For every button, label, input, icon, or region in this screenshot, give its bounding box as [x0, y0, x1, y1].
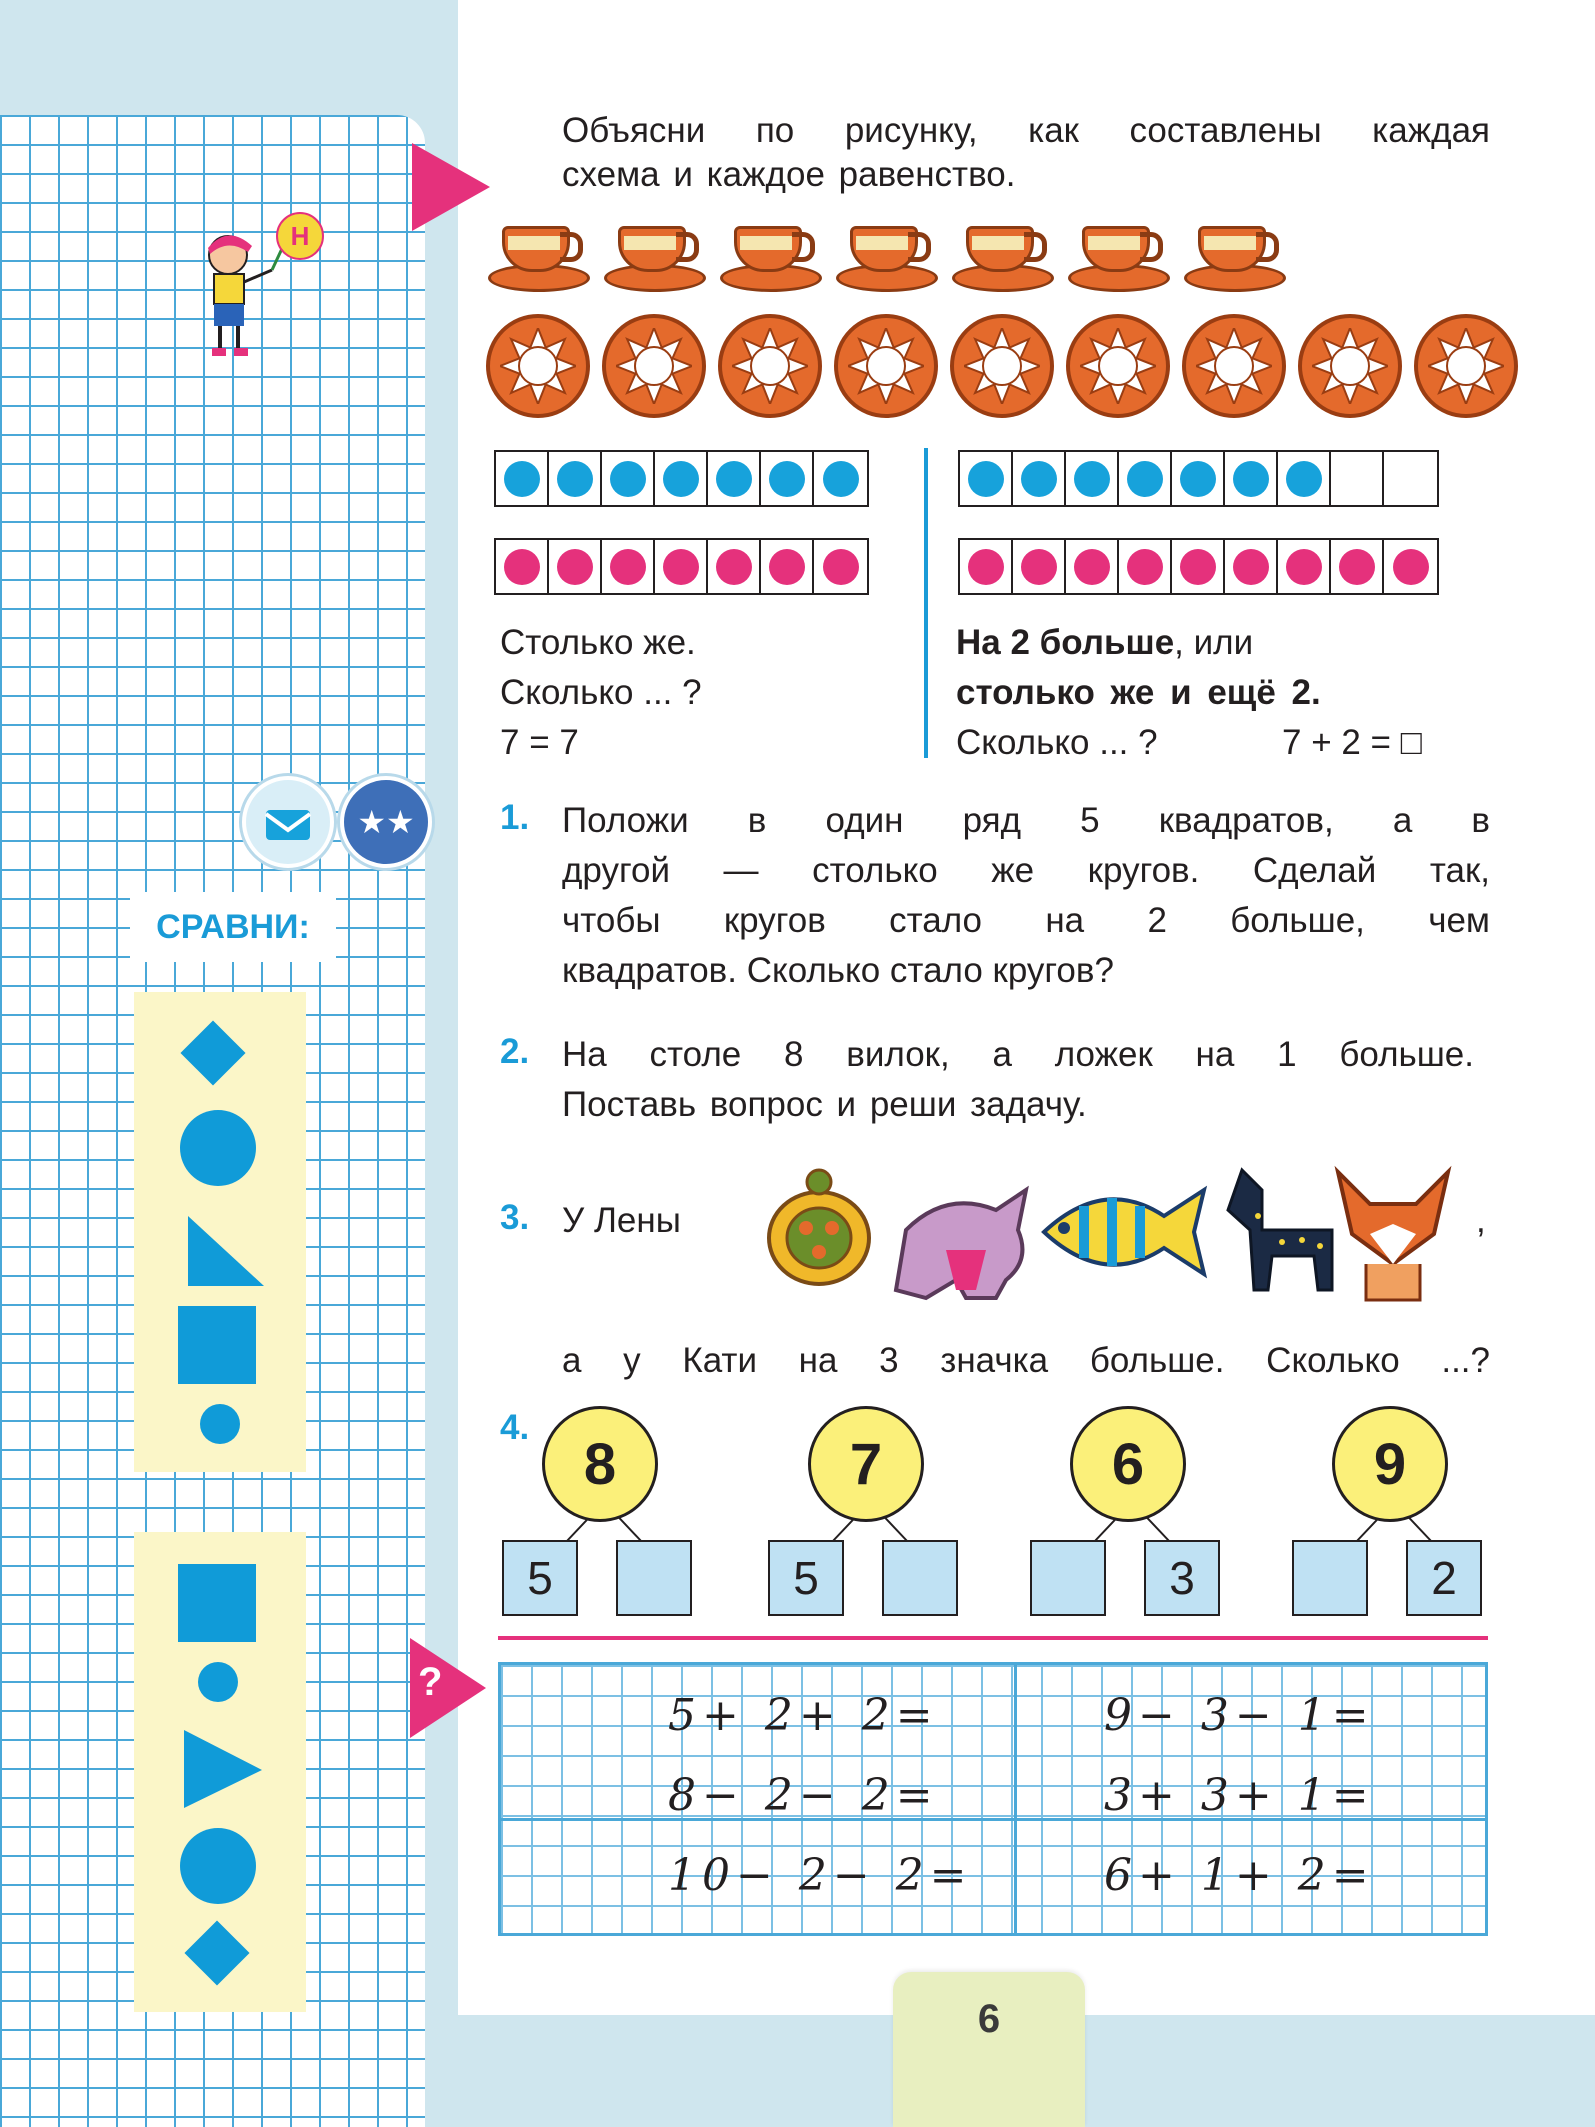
cup-icon — [720, 222, 816, 288]
scheme-cell — [1172, 540, 1225, 593]
left-caption-1: Столько же. — [500, 623, 696, 662]
cup-icon — [1068, 222, 1164, 288]
task-2-line-1: На столе 8 вилок, а ложек на 1 больше. — [562, 1035, 1474, 1074]
right-scheme-row-pink — [958, 538, 1439, 595]
scheme-cell — [655, 452, 708, 505]
scheme-cell — [814, 540, 867, 593]
plate-icon — [950, 314, 1054, 418]
scheme-dot — [823, 549, 859, 585]
left-scheme-row-blue — [494, 450, 869, 507]
pointer-arrow-icon — [412, 143, 490, 231]
scheme-cell — [1384, 540, 1437, 593]
envelope-glyph-icon — [263, 800, 313, 844]
scheme-dot — [769, 549, 805, 585]
scheme-cell — [1331, 540, 1384, 593]
right-caption-1 — [956, 618, 1253, 668]
scheme-dot — [968, 461, 1004, 497]
cup-icon — [1184, 222, 1280, 288]
task-3-comma: , — [1476, 1201, 1486, 1240]
scheme-strip — [958, 538, 1439, 595]
scheme-dot — [504, 461, 540, 497]
scheme-cell — [761, 540, 814, 593]
scheme-strip — [494, 450, 869, 507]
plate-icon — [1298, 314, 1402, 418]
scheme-cell — [1331, 452, 1384, 505]
task-1-line-3: чтобы кругов стало на 2 больше, чем — [562, 901, 1490, 940]
task-1-line-1: Положи в один ряд 5 квадратов, а в — [562, 801, 1490, 840]
small-circle-shape-icon — [198, 1662, 238, 1702]
scheme-dot — [1021, 461, 1057, 497]
scheme-cell — [1384, 452, 1437, 505]
left-caption-2: Сколько ... ? — [500, 673, 702, 712]
scheme-cell — [1225, 452, 1278, 505]
plate-icon — [486, 314, 590, 418]
scheme-cell — [1278, 452, 1331, 505]
expr-right-3: 6+ 1+ 2= — [1104, 1850, 1375, 1901]
scheme-cell — [761, 452, 814, 505]
scheme-dot — [1180, 549, 1216, 585]
expr-right-2: 3+ 3+ 1= — [1104, 1770, 1375, 1821]
number-box-left[interactable] — [1030, 1540, 1106, 1616]
scheme-dot — [716, 461, 752, 497]
question-mark: ? — [418, 1660, 443, 1704]
scheme-dot — [1286, 549, 1322, 585]
fish-badge-icon — [1034, 1176, 1210, 1288]
intro-line-1: Объясни по рисунку, как составлены каждая — [562, 111, 1490, 150]
triangle-shape-icon — [180, 1726, 270, 1812]
number-tree — [768, 1406, 958, 1626]
scheme-dot — [1339, 549, 1375, 585]
right-scheme-row-blue — [958, 450, 1439, 507]
turtle-badge-icon — [754, 1168, 884, 1308]
shapes-panel-1 — [134, 992, 306, 1472]
cup-icon — [836, 222, 932, 288]
scheme-dot — [557, 549, 593, 585]
scheme-dot — [968, 549, 1004, 585]
rhino-badge-icon — [886, 1180, 1036, 1304]
scheme-cell — [1225, 540, 1278, 593]
cup-icon — [488, 222, 584, 288]
scheme-cell — [1013, 452, 1066, 505]
scheme-dot — [769, 461, 805, 497]
diamond-shape-icon — [180, 1020, 245, 1085]
scheme-dot — [1074, 461, 1110, 497]
scheme-dot — [610, 549, 646, 585]
stars-icon[interactable]: ★★ — [340, 776, 432, 868]
right-equation: 7 + 2 = □ — [1282, 723, 1422, 762]
number-box-right[interactable] — [616, 1540, 692, 1616]
number-box-left[interactable]: 5 — [768, 1540, 844, 1616]
square-shape-icon — [178, 1564, 256, 1642]
scheme-dot — [1286, 461, 1322, 497]
badge-h — [276, 212, 324, 260]
expr-left-3: 10− 2− 2= — [668, 1850, 973, 1901]
task-3-number: 3. — [500, 1198, 530, 1237]
cup-icon — [952, 222, 1048, 288]
number-circle: 6 — [1070, 1406, 1186, 1522]
number-circle: 8 — [542, 1406, 658, 1522]
envelope-icon[interactable] — [242, 776, 334, 868]
left-equation: 7 = 7 — [500, 723, 579, 762]
number-tree — [1292, 1406, 1482, 1626]
scheme-cell — [496, 540, 549, 593]
cups-row — [488, 222, 1280, 288]
circle-shape-icon — [180, 1828, 256, 1904]
scheme-dot — [557, 461, 593, 497]
scheme-cell — [655, 540, 708, 593]
small-circle-shape-icon — [200, 1404, 240, 1444]
scheme-cell — [708, 540, 761, 593]
scheme-cell — [549, 452, 602, 505]
plate-icon — [718, 314, 822, 418]
scheme-cell — [1172, 452, 1225, 505]
circle-shape-icon — [180, 1110, 256, 1186]
plate-icon — [1182, 314, 1286, 418]
task-1-line-2: другой — столько же кругов. Сделай так, — [562, 851, 1490, 890]
scheme-cell — [1278, 540, 1331, 593]
right-caption-2: столько же и ещё 2. — [956, 673, 1321, 712]
right-caption-1-bold: На 2 больше — [956, 623, 1175, 662]
number-box-right[interactable] — [882, 1540, 958, 1616]
grid-center-line — [1014, 1662, 1017, 1936]
shapes-panel-2 — [134, 1532, 306, 2012]
scheme-strip — [958, 450, 1439, 507]
badge-letter: Н — [290, 220, 310, 251]
number-box-right[interactable]: 3 — [1144, 1540, 1220, 1616]
scheme-dot — [1074, 549, 1110, 585]
scheme-cell — [1066, 540, 1119, 593]
task-2-number: 2. — [500, 1032, 530, 1071]
expr-right-1: 9− 3− 1= — [1104, 1690, 1375, 1741]
scheme-cell — [814, 452, 867, 505]
scheme-cell — [1119, 540, 1172, 593]
scheme-dot — [1127, 549, 1163, 585]
scheme-dot — [1233, 461, 1269, 497]
scheme-dot — [504, 549, 540, 585]
scheme-dot — [663, 549, 699, 585]
number-circle: 9 — [1332, 1406, 1448, 1522]
scheme-cell — [602, 452, 655, 505]
left-scheme-row-pink — [494, 538, 869, 595]
scheme-divider — [924, 448, 928, 758]
scheme-dot — [1393, 549, 1429, 585]
page-number-tab — [893, 1972, 1085, 2127]
scheme-dot — [1180, 461, 1216, 497]
intro-line-2: схема и каждое равенство. — [562, 155, 1016, 194]
scheme-cell — [1119, 452, 1172, 505]
scheme-dot — [1233, 549, 1269, 585]
task-3-line-2: а у Кати на 3 значка больше. Сколько ...? — [562, 1341, 1490, 1380]
expr-left-2: 8− 2− 2= — [668, 1770, 939, 1821]
scheme-cell — [960, 540, 1013, 593]
task-2-line-2: Поставь вопрос и реши задачу. — [562, 1085, 1087, 1124]
scheme-dot — [823, 461, 859, 497]
scheme-cell — [496, 452, 549, 505]
cup-icon — [604, 222, 700, 288]
number-box-right[interactable]: 2 — [1406, 1540, 1482, 1616]
plates-row — [486, 314, 1518, 418]
triangle-shape-icon — [184, 1212, 268, 1290]
compare-label: СРАВНИ: — [130, 892, 336, 962]
scheme-dot — [663, 461, 699, 497]
scheme-cell — [1013, 540, 1066, 593]
plate-icon — [1066, 314, 1170, 418]
right-caption-1-rest: , или — [1174, 623, 1254, 662]
scheme-dot — [716, 549, 752, 585]
scheme-cell — [708, 452, 761, 505]
scheme-dot — [1021, 549, 1057, 585]
scheme-cell — [602, 540, 655, 593]
task-4-number: 4. — [500, 1408, 530, 1447]
right-caption-3: Сколько ... ? — [956, 723, 1158, 762]
page-number: 6 — [977, 1997, 1001, 2041]
task-1-line-4: квадратов. Сколько стало кругов? — [562, 951, 1114, 990]
pink-divider — [498, 1636, 1488, 1640]
square-shape-icon — [178, 1306, 256, 1384]
scheme-cell — [960, 452, 1013, 505]
number-tree — [502, 1406, 692, 1626]
scheme-strip — [494, 538, 869, 595]
task-3-lead: У Лены — [562, 1201, 681, 1240]
scheme-cell — [1066, 452, 1119, 505]
number-box-left[interactable] — [1292, 1540, 1368, 1616]
scheme-cell — [549, 540, 602, 593]
scheme-dot — [610, 461, 646, 497]
scheme-dot — [1127, 461, 1163, 497]
task-1-number: 1. — [500, 798, 530, 837]
expr-left-1: 5+ 2+ 2= — [668, 1690, 939, 1741]
plate-icon — [602, 314, 706, 418]
number-box-left[interactable]: 5 — [502, 1540, 578, 1616]
plate-icon — [1414, 314, 1518, 418]
number-tree — [1030, 1406, 1220, 1626]
plate-icon — [834, 314, 938, 418]
fox-badge-icon — [1330, 1164, 1456, 1302]
diamond-shape-icon — [184, 1920, 249, 1985]
number-circle: 7 — [808, 1406, 924, 1522]
